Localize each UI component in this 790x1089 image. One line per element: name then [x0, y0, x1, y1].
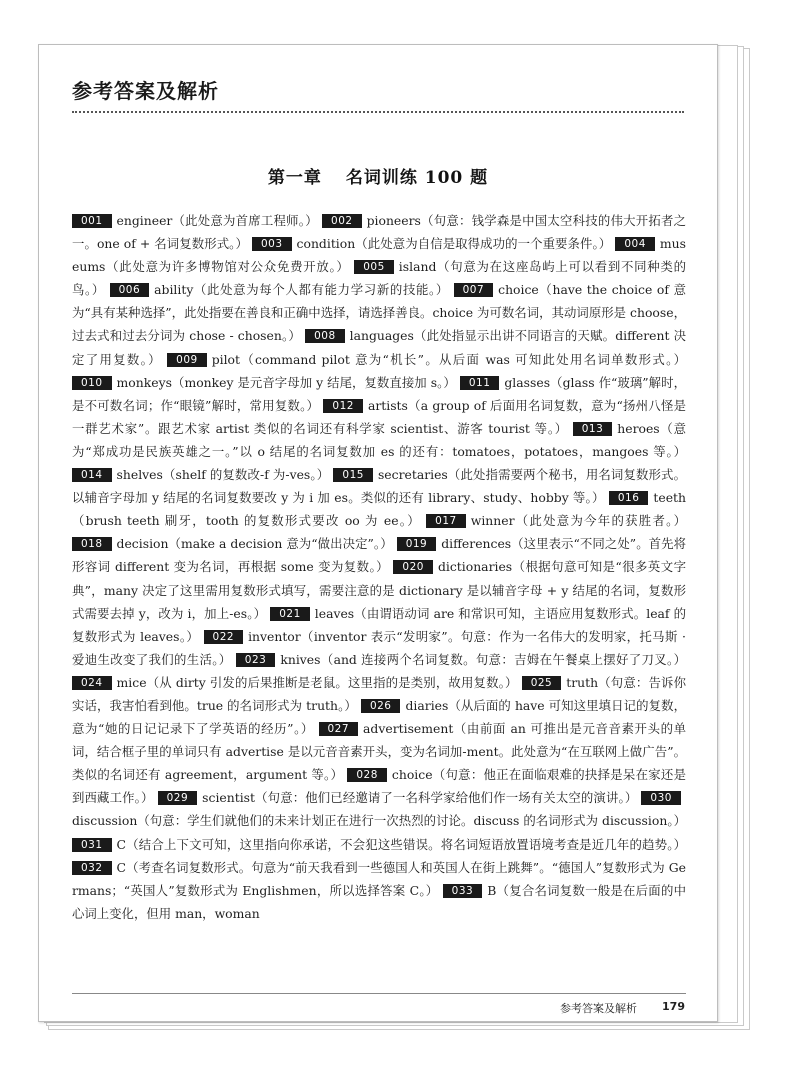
entry-text: secretaries（此处指需要两个秘书，用名词复数形式。以辅音字母加 y 结尾的名词复数要改 y 为 i 加 es。类似的还有 library、study、hobby 等。）: [72, 467, 686, 506]
entry-text: monkeys（monkey 是元音字母加 y 结尾，复数直接加 s。）: [116, 374, 456, 390]
entry-number-badge: 027: [319, 722, 359, 736]
entry-number-badge: 003: [252, 237, 292, 251]
entry-number-badge: 031: [72, 838, 112, 852]
entry-number-badge: 007: [454, 283, 494, 297]
footer-rule: [72, 993, 686, 994]
entry-text: knives（and 连接两个名词复数。句意：吉姆在午餐桌上摆好了刀叉。）: [280, 651, 686, 667]
answer-entry: [72, 675, 518, 690]
entry-number-badge: 004: [615, 237, 655, 251]
entry-number-badge: 009: [167, 353, 207, 367]
entry-text: inventor（inventor 表示“发明家”。句意：作为一名伟大的发明家，托马斯 · 爱迪生改变了我们的生活。）: [72, 628, 686, 667]
entry-number-badge: 020: [393, 560, 433, 574]
entry-number-badge: 014: [72, 468, 112, 482]
answer-entry: [110, 282, 449, 297]
chapter-title: 名词训练 100 题: [345, 168, 489, 188]
entry-text: dictionaries（根据句意可知是“很多英文字典”，many 决定了这里需用复数形式填写，需要注意的是 dictionary 是以辅音字母 + y 结尾的名词，复数形式需要去掉 y，改为 i，加上-es。）: [72, 559, 687, 621]
entry-number-badge: 018: [72, 537, 112, 551]
entry-text: decision（make a decision 意为“做出决定”。）: [116, 536, 393, 552]
entry-text: glasses（glass 作“玻璃”解时，是不可数名词；作“眼镜”解时，常用复数。）: [72, 374, 686, 413]
entry-text: heroes（意为“郑成功是民族英雄之一。”以 o 结尾的名词复数加 es 的还有：tomatoes，potatoes，mangoes 等。）: [72, 420, 686, 459]
entry-text: museums（此处意为许多博物馆对公众免费开放。）: [72, 236, 686, 275]
entry-text: winner（此处意为今年的获胜者。）: [470, 513, 686, 529]
entry-number-badge: 002: [322, 214, 362, 228]
chapter-heading: [39, 163, 717, 188]
entry-number-badge: 010: [72, 376, 112, 390]
entry-text: island（句意为在这座岛屿上可以看到不同种类的鸟。）: [72, 259, 686, 298]
answer-entry: [72, 213, 318, 228]
entry-number-badge: 032: [72, 861, 112, 875]
header-dotted-rule: [72, 111, 684, 113]
answer-entries: [72, 209, 686, 925]
entry-number-badge: 029: [158, 791, 198, 805]
answer-entry: [236, 652, 686, 667]
entry-text: choice（句意：他正在面临艰难的抉择是呆在家还是到西藏工作。）: [72, 767, 686, 806]
entry-text: teeth（brush teeth 刷牙，tooth 的复数形式要改 oo 为 ee。）: [72, 490, 686, 529]
entry-number-badge: 001: [72, 214, 112, 228]
entry-text: leaves（由谓语动词 are 和常识可知，主语应用复数形式。leaf 的复数形式为 leaves。）: [72, 605, 686, 644]
entry-text: diaries（从后面的 have 可知这里填日记的复数，意为“她的日记记录下了学英语的经历”。）: [72, 697, 686, 737]
entry-number-badge: 005: [354, 260, 394, 274]
answer-entry: [252, 236, 611, 251]
answer-entry: [167, 352, 686, 367]
entry-text: pioneers（句意：钱学森是中国太空科技的伟大开拓者之一。one of + 名词复数形式。）: [72, 213, 686, 252]
page-number: 179: [662, 1000, 685, 1013]
answer-entry: [158, 790, 638, 805]
answer-entry: [72, 837, 686, 852]
entry-number-badge: 013: [573, 422, 613, 436]
entry-number-badge: 033: [443, 884, 483, 898]
entry-number-badge: 021: [270, 607, 310, 621]
entry-number-badge: 030: [641, 791, 681, 805]
answer-entry: [72, 467, 329, 482]
answer-entry: [72, 536, 393, 551]
entry-text: ability（此处意为每个人都有能力学习新的技能。）: [154, 282, 449, 298]
chapter-label: 第一章: [267, 168, 322, 188]
entry-number-badge: 025: [522, 676, 562, 690]
entry-text: truth（句意：告诉你实话，我害怕看到他。true 的名词形式为 truth。）: [72, 674, 686, 713]
entry-number-badge: 015: [333, 468, 373, 482]
entry-text: mice（从 dirty 引发的后果推断是老鼠。这里指的是类别，故用复数。）: [116, 674, 518, 690]
entry-number-badge: 016: [609, 491, 649, 505]
entry-number-badge: 012: [323, 399, 363, 413]
entry-number-badge: 017: [426, 514, 466, 528]
entry-text: C（结合上下文可知，这里指向你承诺，不会犯这些错误。将名词短语放置语境考查是近几年的趋势。）: [116, 836, 686, 852]
entry-number-badge: 022: [204, 630, 244, 644]
entry-number-badge: 019: [397, 537, 437, 551]
entry-text: languages（此处指显示出讲不同语言的天赋。different 决定了用复数。）: [72, 328, 686, 367]
entry-number-badge: 024: [72, 676, 112, 690]
entry-text: choice（have the choice of 意为“具有某种选择”，此处指要在善良和正确中选择，请选择善良。choice 为可数名词，其动词原形是 choose，过去式和过去分词为 chose - chosen。）: [72, 282, 686, 344]
entry-number-badge: 006: [110, 283, 150, 297]
entry-number-badge: 008: [305, 329, 345, 343]
footer-section-title: 参考答案及解析: [560, 1002, 637, 1015]
entry-text: differences（这里表示“不同之处”。首先将形容词 different 变为名词，再根据 some 变为复数。）: [72, 536, 686, 575]
entry-text: shelves（shelf 的复数改-f 为-ves。）: [116, 467, 330, 483]
entry-text: discussion（句意：学生们就他们的未来计划正在进行一次热烈的讨论。discuss 的名词形式为 discussion。）: [72, 813, 686, 829]
entry-text: pilot（command pilot 意为“机长”。从后面 was 可知此处用名词单数形式。）: [211, 351, 686, 367]
entry-text: advertisement（由前面 an 可推出是元音音素开头的单词，结合框子里的单词只有 advertise 是以元音音素开头，变为名词加-ment。此处意为“在互联网上做广告”。类似的名词还有 agreement，argument 等。）: [72, 721, 686, 783]
entry-number-badge: 011: [460, 376, 500, 390]
entry-number-badge: 026: [361, 699, 401, 713]
entry-text: C（考查名词复数形式。句意为“前天我看到一些德国人和英国人在街上跳舞”。“德国人”复数形式为 Germans；“英国人”复数形式为 Englishmen，所以选择答案 C。）: [72, 859, 686, 898]
entry-number-badge: 023: [236, 653, 276, 667]
page-header-title: 参考答案及解析: [72, 79, 219, 103]
entry-text: B（复合名词复数一般是在后面的中心词上变化，但用 man，woman: [72, 882, 686, 921]
answer-entry: [72, 375, 456, 390]
entry-text: condition（此处意为自信是取得成功的一个重要条件。）: [296, 236, 612, 252]
entry-text: scientist（句意：他们已经邀请了一名科学家给他们作一场有关太空的演讲。）: [202, 790, 638, 806]
book-page: [38, 44, 718, 1022]
answer-entry: [426, 513, 686, 528]
entry-number-badge: 028: [347, 768, 387, 782]
entry-text: artists（a group of 后面用名词复数，意为“扬州八怪是一群艺术家”。跟艺术家 artist 类似的名词还有科学家 scientist、游客 tourist 等。）: [72, 397, 686, 436]
entry-text: engineer（此处意为首席工程师。）: [116, 213, 318, 228]
